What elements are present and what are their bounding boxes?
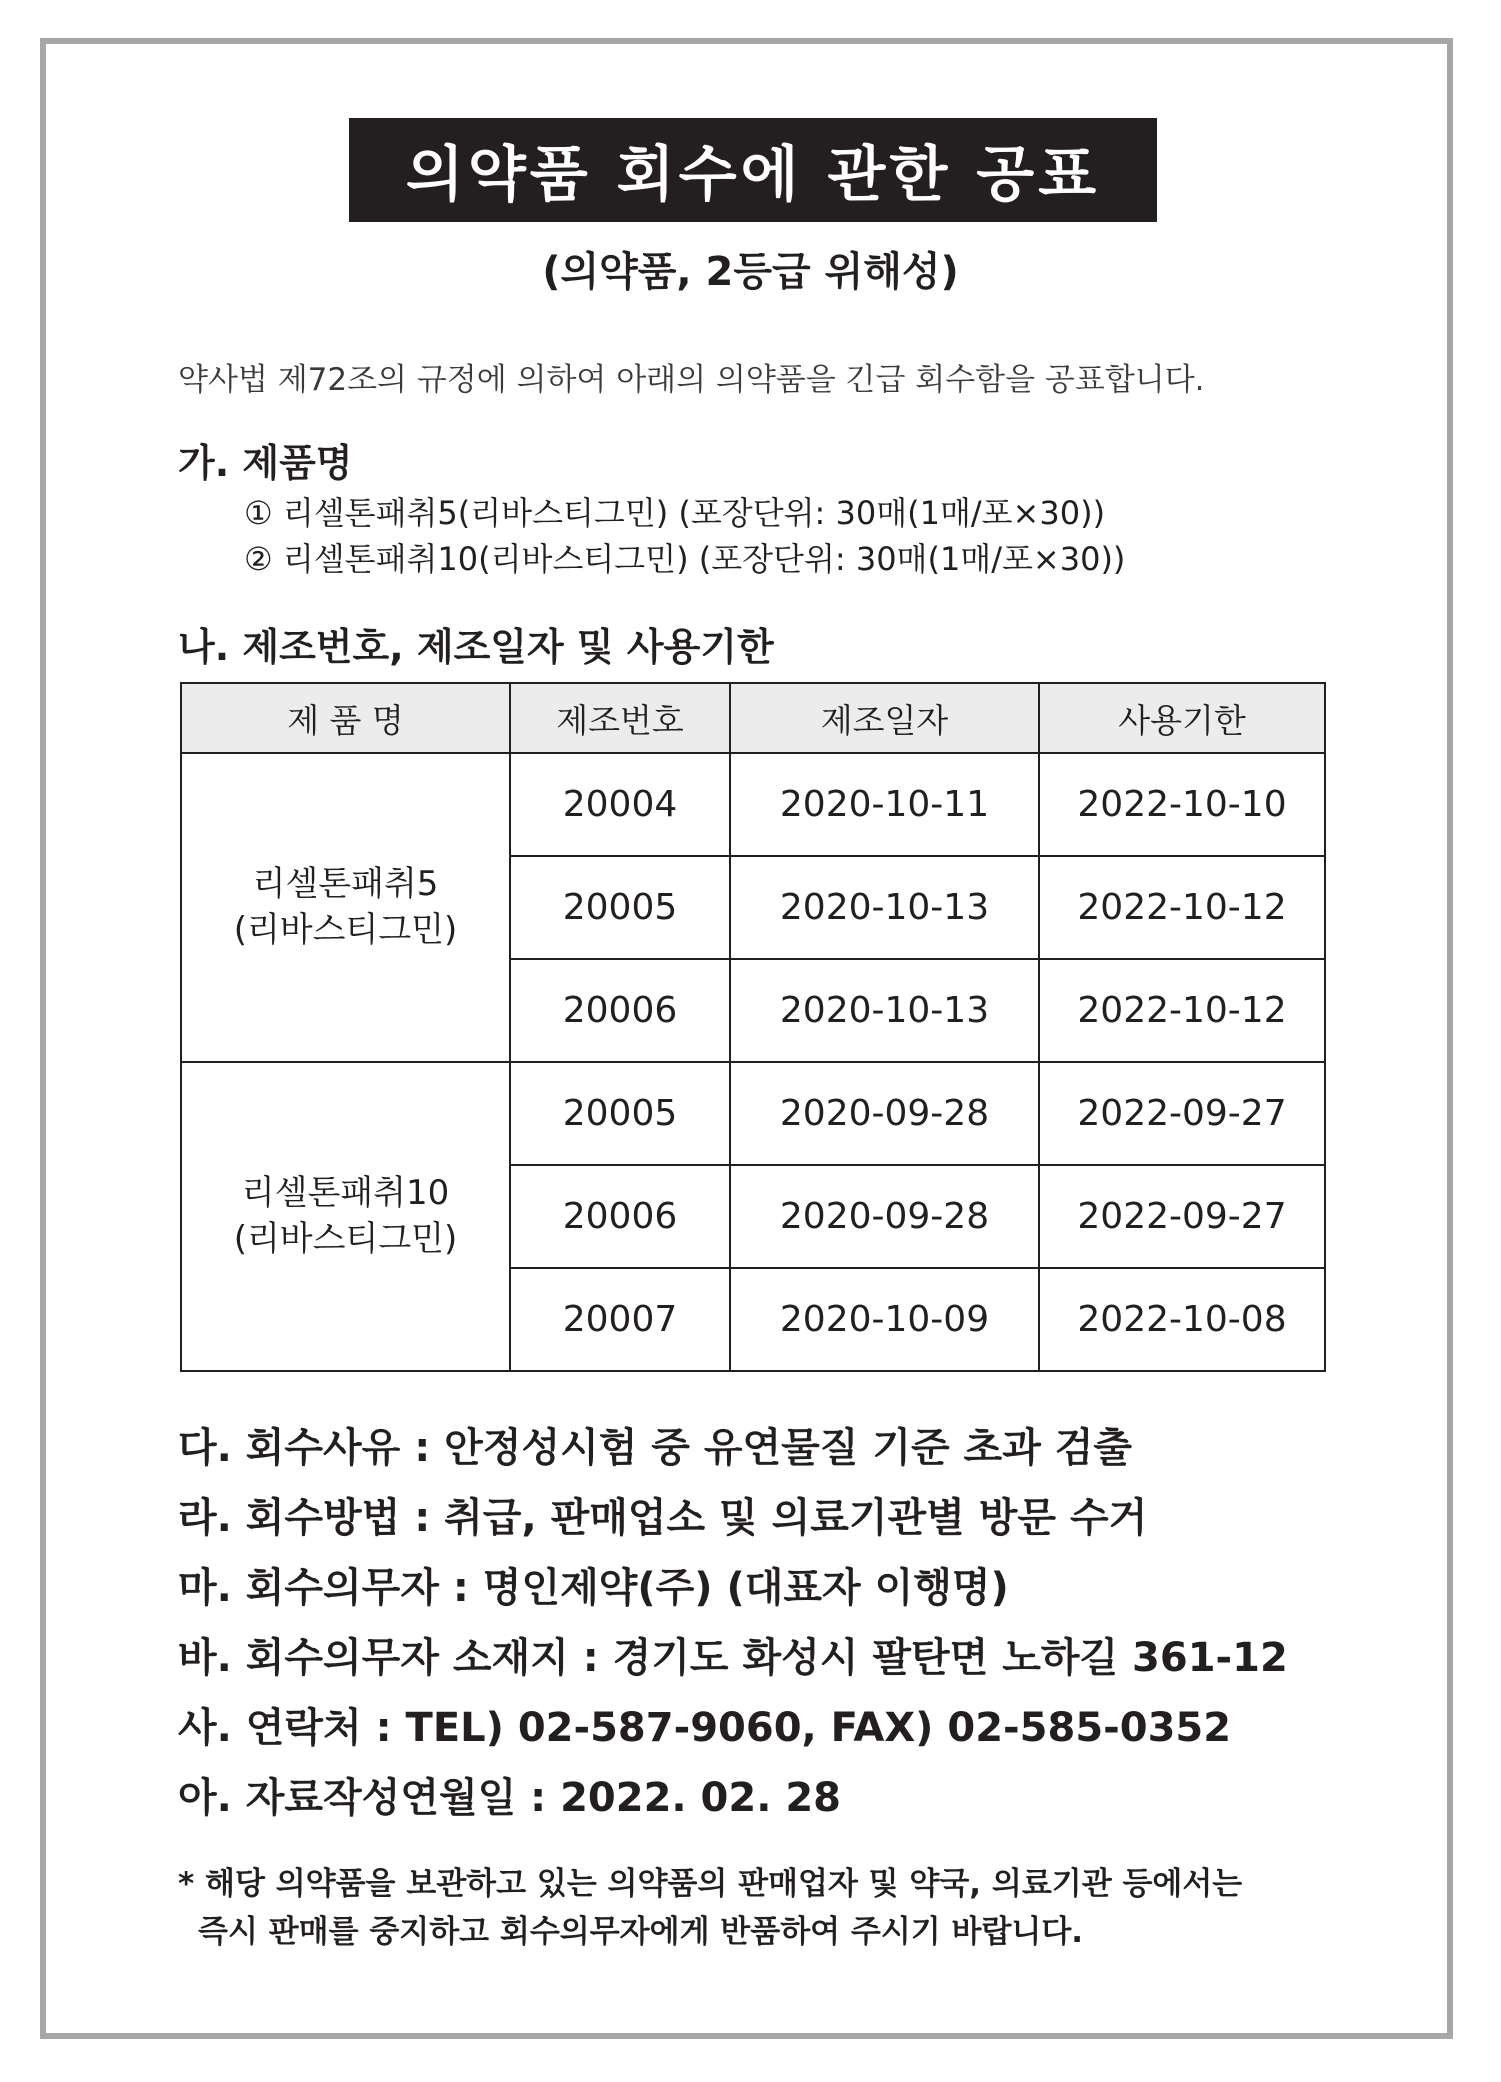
lot-number: 20007	[510, 1268, 730, 1371]
manufacture-date: 2020-10-11	[730, 753, 1039, 856]
header-product: 제 품 명	[181, 683, 510, 753]
table-row	[181, 1062, 1325, 1165]
manufacture-date: 2020-10-13	[730, 856, 1039, 959]
product-cell-10	[181, 1062, 510, 1371]
product-item-1: ① 리셀톤패취5(리바스티그민) (포장단위: 30매(1매/포×30))	[244, 494, 1106, 532]
header-expiry-date: 사용기한	[1039, 683, 1325, 753]
lot-number: 20005	[510, 856, 730, 959]
lot-number: 20006	[510, 959, 730, 1062]
expiry-date: 2022-10-08	[1039, 1268, 1325, 1371]
lot-number: 20006	[510, 1165, 730, 1268]
obligor-address: 바. 회수의무자 소재지 : 경기도 화성시 팔탄면 노하길 361-12	[178, 1635, 1288, 1681]
section-lot-heading: 나. 제조번호, 제조일자 및 사용기한	[178, 625, 774, 669]
lot-number: 20005	[510, 1062, 730, 1165]
expiry-date: 2022-10-12	[1039, 856, 1325, 959]
manufacture-date: 2020-10-13	[730, 959, 1039, 1062]
product-name: 리셀톤패취10	[241, 1172, 450, 1213]
expiry-date: 2022-09-27	[1039, 1165, 1325, 1268]
recall-obligor: 마. 회수의무자 : 명인제약(주) (대표자 이행명)	[178, 1565, 1009, 1611]
notice-title	[349, 118, 1157, 222]
expiry-date: 2022-10-10	[1039, 753, 1325, 856]
notice-subtitle: (의약품, 2등급 위해성)	[542, 249, 959, 295]
recall-method: 라. 회수방법 : 취급, 판매업소 및 의료기관별 방문 수거	[178, 1495, 1148, 1541]
table-row	[181, 753, 1325, 856]
product-ingredient: (리바스티그민)	[233, 1218, 458, 1259]
product-name: 리셀톤패취5	[252, 863, 439, 904]
document-date: 아. 자료작성연월일 : 2022. 02. 28	[178, 1775, 841, 1821]
product-ingredient: (리바스티그민)	[233, 909, 458, 950]
manufacture-date: 2020-10-09	[730, 1268, 1039, 1371]
notice-title-text: 의약품 회수에 관한 공표	[405, 140, 1101, 210]
product-cell-5	[181, 753, 510, 1062]
intro-text: 약사법 제72조의 규정에 의하여 아래의 의약품을 긴급 회수함을 공표합니다.	[178, 362, 1205, 398]
section-product-name-heading: 가. 제품명	[178, 441, 353, 485]
header-lot-number: 제조번호	[510, 683, 730, 753]
recall-reason: 다. 회수사유 : 안정성시험 중 유연물질 기준 초과 검출	[178, 1425, 1133, 1471]
product-item-2: ② 리셀톤패취10(리바스티그민) (포장단위: 30매(1매/포×30))	[244, 540, 1126, 578]
notice-footnote-line-2: 즉시 판매를 중지하고 회수의무자에게 반품하여 주시기 바랍니다.	[198, 1914, 1084, 1950]
notice-footnote-line-1: * 해당 의약품을 보관하고 있는 의약품의 판매업자 및 약국, 의료기관 등에서는	[178, 1866, 1243, 1902]
expiry-date: 2022-10-12	[1039, 959, 1325, 1062]
expiry-date: 2022-09-27	[1039, 1062, 1325, 1165]
manufacture-date: 2020-09-28	[730, 1062, 1039, 1165]
contact-info: 사. 연락처 : TEL) 02-587-9060, FAX) 02-585-0352	[178, 1705, 1232, 1751]
header-manufacture-date: 제조일자	[730, 683, 1039, 753]
lot-number: 20004	[510, 753, 730, 856]
manufacture-date: 2020-09-28	[730, 1165, 1039, 1268]
lot-table	[180, 682, 1326, 1372]
table-header-row	[181, 683, 1325, 753]
